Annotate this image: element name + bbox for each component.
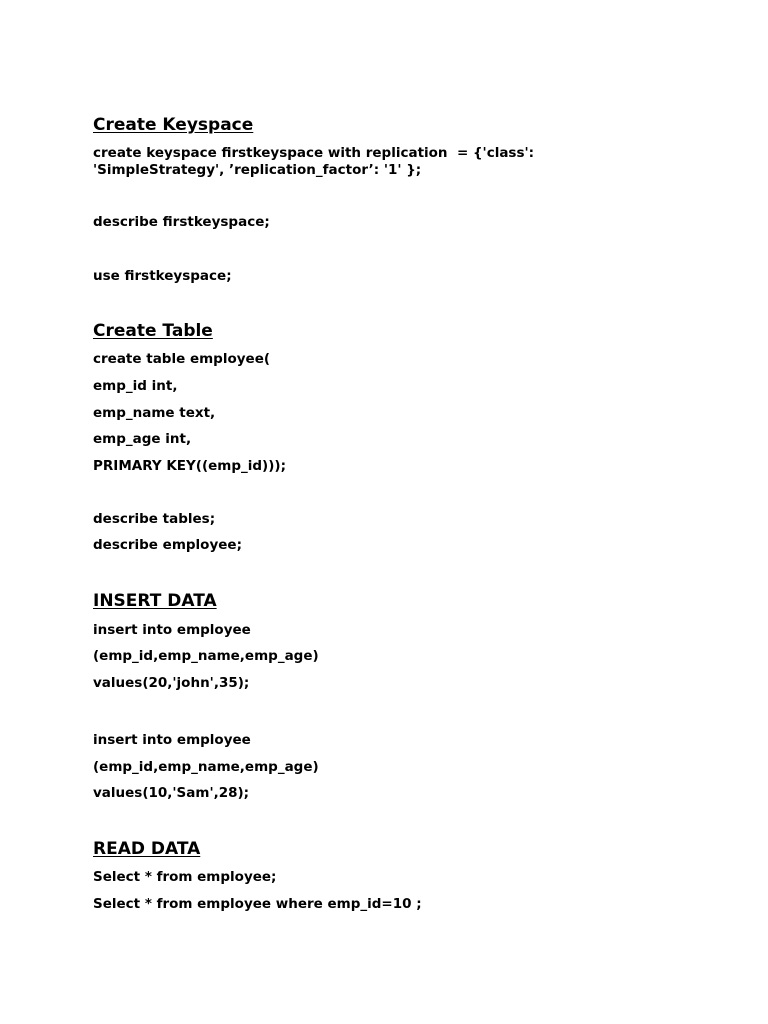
code-line: describe tables; (93, 511, 216, 527)
heading-create-keyspace: Create Keyspace (93, 115, 254, 135)
code-line: create keyspace firstkeyspace with replication = {'class': (93, 145, 535, 161)
code-line: 'SimpleStrategy', ’replication_factor’: '1' }; (93, 162, 422, 178)
code-line: insert into employee (93, 622, 251, 638)
code-line: create table employee( (93, 351, 271, 367)
code-line: Select * from employee; (93, 869, 277, 885)
code-line: emp_id int, (93, 378, 178, 394)
code-line: values(10,'Sam',28); (93, 785, 250, 801)
code-line: (emp_id,emp_name,emp_age) (93, 759, 319, 775)
code-line: (emp_id,emp_name,emp_age) (93, 648, 319, 664)
heading-insert-data: INSERT DATA (93, 591, 217, 611)
code-line: describe employee; (93, 537, 242, 553)
code-line: insert into employee (93, 732, 251, 748)
code-line: use firstkeyspace; (93, 268, 232, 284)
code-line: emp_age int, (93, 431, 192, 447)
code-line: Select * from employee where emp_id=10 ; (93, 896, 422, 912)
code-line: describe firstkeyspace; (93, 214, 270, 230)
heading-create-table: Create Table (93, 321, 213, 341)
code-line: values(20,'john',35); (93, 675, 250, 691)
code-line: PRIMARY KEY((emp_id))); (93, 458, 286, 474)
heading-read-data: READ DATA (93, 839, 201, 859)
code-line: emp_name text, (93, 405, 216, 421)
